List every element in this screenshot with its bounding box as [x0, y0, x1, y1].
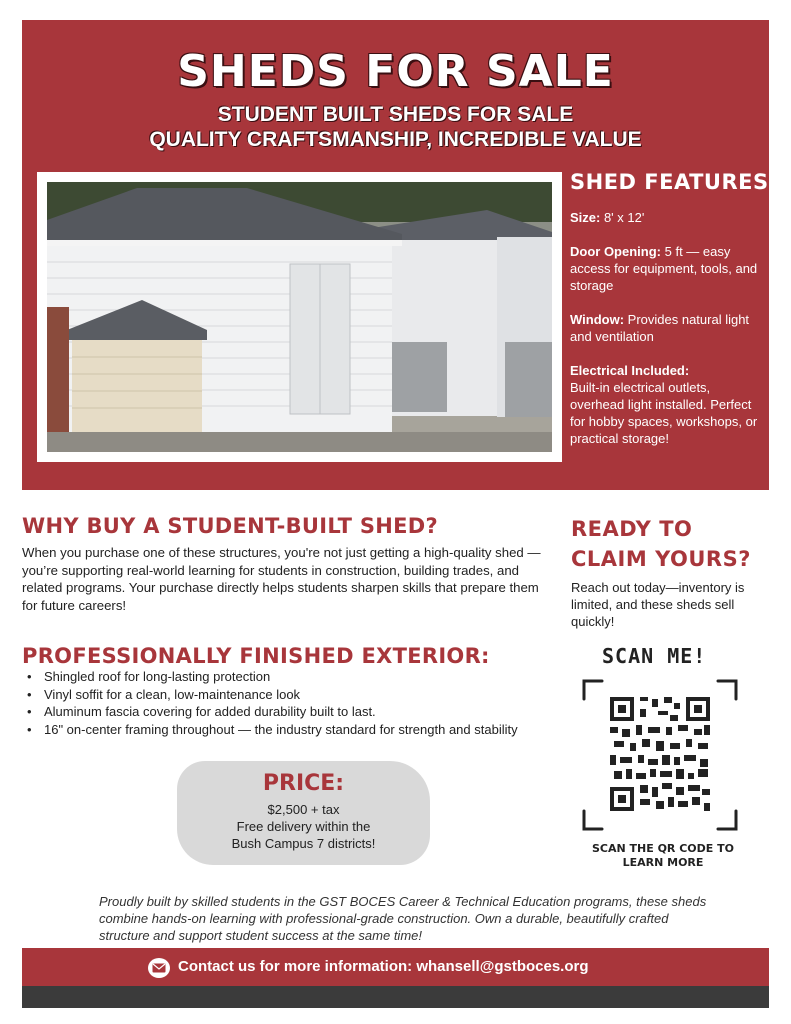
feature-electrical	[570, 362, 765, 447]
subtitle-line-1: STUDENT BUILT SHEDS FOR SALE	[217, 103, 574, 126]
shed-features	[570, 170, 778, 464]
exterior-heading: PROFESSIONALLY FINISHED EXTERIOR:	[22, 644, 490, 668]
feature-window	[570, 311, 765, 345]
ready-text: Reach out today—inventory is limited, and these sheds sell quickly!	[571, 580, 745, 629]
footer-contact-bar	[22, 948, 769, 986]
list-item: • Aluminum fascia covering for added durability built to last.	[44, 703, 574, 721]
why-buy-heading: WHY BUY A STUDENT-BUILT SHED?	[22, 514, 438, 538]
qr-caption-line-1: SCAN THE QR CODE TO	[591, 842, 734, 855]
feature-electrical-value: Built-in electrical outlets, overhead light installed. Perfect for hobby spaces, workshops, or practical storage!	[570, 380, 758, 446]
header-banner	[22, 20, 778, 490]
closing-paragraph: Proudly built by skilled students in the GST BOCES Career & Technical Education programs, these sheds combine hands-on learning with professional-grade construction. Own a durable, beautifully crafted structure and support student success at the same time!	[99, 894, 707, 943]
price-box	[177, 761, 430, 865]
shed-photo-image	[47, 182, 552, 452]
list-item: • 16" on-center framing throughout — the industry standard for strength and stability	[44, 721, 574, 739]
why-buy-text: When you purchase one of these structures, you're not just getting a high-quality shed — you’re supporting real-world learning for students in construction, building trades, and related programs. Your purchase directly helps students sharpen skills that prepare them for future careers!	[22, 545, 541, 613]
feature-door-value: 5 ft — easy access for equipment, tools, and storage	[570, 244, 758, 293]
price-delivery-line-2: Bush Campus 7 districts!	[231, 836, 376, 851]
scan-me-label: SCAN ME!	[602, 644, 707, 668]
qr-caption-line-2: LEARN MORE	[622, 856, 704, 869]
feature-window-value: Provides natural light and ventilation	[570, 312, 750, 344]
footer-dark-bar	[22, 986, 769, 1008]
feature-size-label: Size:	[570, 210, 601, 225]
price-delivery-line-1: Free delivery within the	[236, 819, 371, 834]
feature-door-label: Door Opening:	[570, 244, 661, 259]
mail-icon	[148, 958, 170, 978]
ready-heading	[571, 514, 771, 574]
qr-caption	[575, 842, 751, 870]
page-title: SHEDS FOR SALE	[177, 46, 614, 97]
price-details	[177, 801, 430, 852]
ready-heading-line-2: CLAIM YOURS?	[571, 547, 751, 571]
feature-door	[570, 243, 765, 294]
list-item: • Shingled roof for long-lasting protection	[44, 668, 574, 686]
qr-code[interactable]	[582, 679, 738, 831]
feature-size	[570, 209, 765, 226]
feature-size-value: 8' x 12'	[600, 210, 645, 225]
list-item: • Vinyl soffit for a clean, low-maintenance look	[44, 686, 574, 704]
shed-photo	[37, 172, 562, 462]
feature-electrical-label: Electrical Included:	[570, 363, 690, 378]
contact-email-link[interactable]: Contact us for more information: whansell@gstboces.org	[178, 958, 589, 975]
ready-heading-line-1: READY TO	[571, 517, 693, 541]
price-amount: $2,500 + tax	[267, 802, 340, 817]
features-title: SHED FEATURES:	[570, 170, 778, 194]
subtitle-line-2: QUALITY CRAFTSMANSHIP, INCREDIBLE VALUE	[149, 128, 642, 151]
qr-code-image[interactable]	[582, 679, 738, 831]
price-heading: PRICE:	[262, 771, 345, 796]
feature-window-label: Window:	[570, 312, 625, 327]
exterior-list	[44, 668, 574, 738]
